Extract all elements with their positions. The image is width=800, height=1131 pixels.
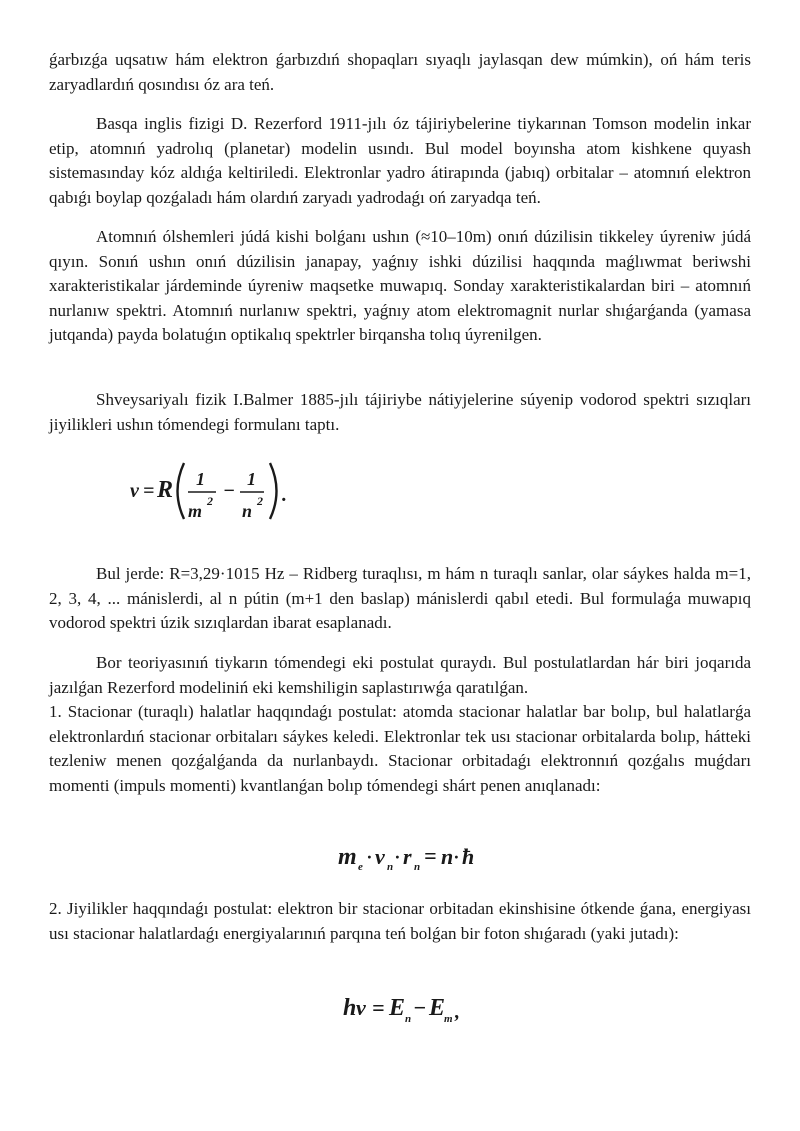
formula-velocity: v xyxy=(375,844,385,869)
formula-equals: = xyxy=(143,480,155,502)
formula-equals: = xyxy=(372,995,385,1020)
paragraph-postulate-1: 1. Stacionar (turaqlı) halatlar haqqındaǵı postulat: atomda stacionar halatlar bar bolıp, bul halatlarǵa elektronlardıń stacionar orbitaları sáykes keledi. Elektronlar tek usı stacionar orbitalarda bolıp, hátteki tezleniw menen qozǵalǵanda da nurlanbaydı. Stacionar orbitadaǵı elektronnıń qozǵalıs muǵdarı momenti (impuls momenti) kvantlanǵan bolıp tómendegi shárt penen anıqlanadı: xyxy=(49,702,751,795)
formula-dot-3: · xyxy=(454,847,459,867)
formula-energy-n: E xyxy=(389,995,406,1021)
formula-radius-subscript: n xyxy=(414,861,421,873)
formula-period: . xyxy=(282,484,287,506)
formula-denominator-m: m xyxy=(188,501,203,521)
formula-dot-2: · xyxy=(395,847,400,867)
paragraph-continuation: ǵarbızǵa uqsatıw hám elektron ǵarbızdıń shopaqları sıyaqlı jaylasqan dew múmkin), oń hám teris zaryadlardıń qosındısı óz ara teń. xyxy=(49,50,751,94)
formula-numerator-1: 1 xyxy=(196,469,205,489)
left-paren xyxy=(178,463,185,519)
formula-energy-n-subscript: n xyxy=(405,1013,412,1025)
formula-nu: ν xyxy=(130,480,139,502)
angular-momentum-formula xyxy=(338,838,488,878)
formula-exponent-m: 2 xyxy=(207,494,213,508)
formula-rydberg-r: R xyxy=(157,477,174,503)
formula-numerator-2: 1 xyxy=(247,469,256,489)
formula-mass: m xyxy=(338,844,357,870)
formula-mass-subscript: e xyxy=(358,861,363,873)
paragraph-rydberg-constant: Bul jerde: R=3,29·1015 Hz – Ridberg turaqlısı, m hám n turaqlı sanlar, olar sáykes halda m=1, 2, 3, 4, ... mánislerdi, al n pútin (m+1 den baslap) mánislerdi qabıl etedi. Bul formulaǵa muwapıq vodorod spektri úzik sızıqlardan ibarat esaplanadı. xyxy=(49,564,751,632)
frequency-formula xyxy=(343,985,473,1033)
formula-planck-h: h xyxy=(343,995,357,1021)
paragraph-balmer-intro: Shveysariyalı fizik I.Balmer 1885-jılı tájiriybe nátiyjelerine súyenip vodorod spektri sızıqları jiyilikleri ushın tómendegi formulanı taptı. xyxy=(49,390,751,434)
right-paren xyxy=(270,463,277,519)
formula-minus: − xyxy=(223,480,236,502)
formula-hbar: ħ xyxy=(462,844,475,869)
paragraph-postulate-2: 2. Jiyilikler haqqındaǵı postulat: elektron bir stacionar orbitadan ekinshisine ótkende ǵana, energiyası usı stacionar halatlardaǵı energiyalarınıń parqına teń bolǵan bir foton shıǵaradı (yaki jutadı): xyxy=(49,899,751,943)
formula-energy-m-subscript: m xyxy=(444,1013,453,1025)
formula-energy-m: E xyxy=(429,995,446,1021)
formula-velocity-subscript: n xyxy=(387,861,394,873)
formula-minus: − xyxy=(413,995,427,1020)
formula-equals: = xyxy=(424,843,437,868)
formula-exponent-n: 2 xyxy=(257,494,263,508)
formula-dot-1: · xyxy=(367,847,372,867)
paragraph-atomic-spectrum: Atomnıń ólshemleri júdá kishi bolǵanı ushın (≈10–10m) onıń dúzilisin tikkeley úyreniw júdá qıyın. Sonıń ushın onıń dúzilisin janapay, yaǵnıy ishki dúzilisi haqqında maǵlıwmat beriwshi xarakteristikalar járdeminde úyreniw maqsetke muwapıq. Sonday xarakteristikalardan biri – atomnıń nurlanıw spektri. Atomnıń nurlanıw spektri, yaǵnıy atom elektromagnit nurlar shıǵarǵanda (yamasa jutqanda) payda bolatuǵın optikalıq spektrler birqansha tolıq úyrenilgen. xyxy=(49,227,751,344)
formula-n: n xyxy=(441,844,454,869)
formula-denominator-n: n xyxy=(242,501,253,521)
paragraph-bohr-postulates: Bor teoriyasınıń tiykarın tómendegi eki postulat quraydı. Bul postulatlardan hár biri joqarıda jazılǵan Rezerford modeliniń eki kemshiligin saplastırıwǵa qaratılǵan. xyxy=(49,653,751,697)
paragraph-rutherford-model: Basqa inglis fizigi D. Rezerford 1911-jılı óz tájiriybelerine tiykarınan Tomson modelin inkar etip, atomnıń yadrolıq (planetar) modelin usındı. Bul model boyınsha atom kishkene quyash sistemasınday kóz aldıǵa keltiriledi. Elektronlar yadro átirapında (jabıq) orbitalar – atomnıń elektron qabıǵı boylap qozǵaladı hám olardıń zaryadı yadrodaǵı oń zaryadqa teń. xyxy=(49,114,751,207)
balmer-formula xyxy=(130,455,310,525)
formula-nu: ν xyxy=(356,995,366,1020)
formula-radius: r xyxy=(403,844,412,869)
formula-comma: , xyxy=(455,1001,460,1023)
